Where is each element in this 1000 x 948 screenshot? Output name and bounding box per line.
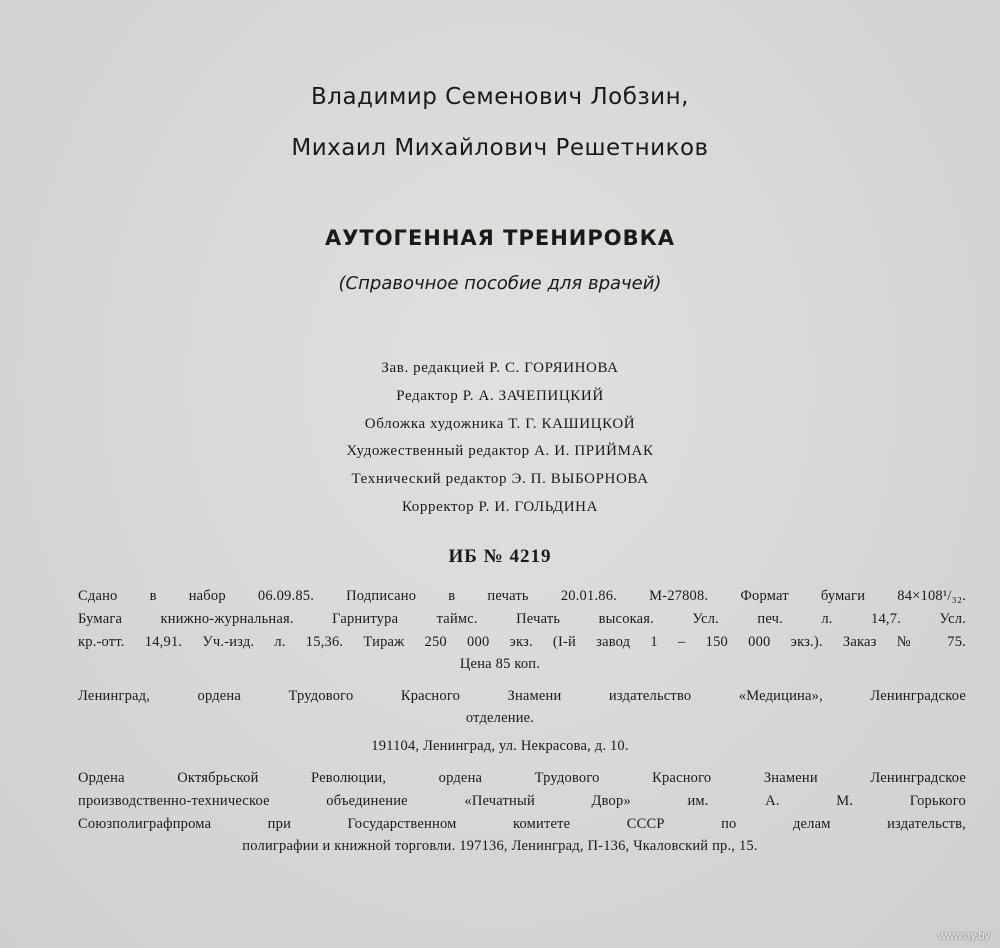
author-2: Михаил Михайлович Решетников [291, 135, 709, 161]
credit-line: Технический редактор Э. П. ВЫБОРНОВА [351, 471, 649, 487]
book-title: АУТОГЕННАЯ ТРЕНИРОВКА [324, 226, 676, 250]
printer-line: производственно-техническое объединение «Печатный Двор» им. А. М. Горького [78, 793, 966, 809]
publisher-line: отделение. [465, 710, 535, 726]
credit-line: Зав. редакцией Р. С. ГОРЯИНОВА [381, 360, 619, 376]
publisher-address: 191104, Ленинград, ул. Некрасова, д. 10. [371, 738, 629, 754]
credit-line: Обложка художника Т. Г. КАШИЦКОЙ [364, 416, 636, 432]
printer-line: Союзполиграфпрома при Государственном комитете СССР по делам издательств, [78, 816, 966, 832]
ib-number: ИБ № 4219 [448, 546, 552, 567]
credit-line: Корректор Р. И. ГОЛЬДИНА [401, 499, 599, 515]
imprint-line: кр.-отт. 14,91. Уч.-изд. л. 15,36. Тираж 250 000 экз. (I-й завод 1 – 150 000 экз.). Заказ № 75. [78, 634, 966, 650]
author-1: Владимир Семенович Лобзин, [311, 84, 689, 110]
imprint-line: Бумага книжно-журнальная. Гарнитура таймс. Печать высокая. Усл. печ. л. 14,7. Усл. [78, 611, 966, 627]
publisher-line: Ленинград, ордена Трудового Красного Знамени издательство «Медицина», Ленинградское [78, 688, 966, 704]
credit-line: Редактор Р. А. ЗАЧЕПИЦКИЙ [396, 388, 604, 404]
imprint-line: Сдано в набор 06.09.85. Подписано в печать 20.01.86. М-27808. Формат бумаги 84×108¹/₃₂. [78, 588, 966, 604]
price: Цена 85 коп. [459, 656, 541, 672]
book-subtitle: (Справочное пособие для врачей) [338, 273, 662, 294]
printer-line: полиграфии и книжной торговли. 197136, Ленинград, П-136, Чкаловский пр., 15. [242, 838, 758, 854]
watermark: www.ay.by [938, 930, 990, 942]
printer-line: Ордена Октябрьской Революции, ордена Трудового Красного Знамени Ленинградское [78, 770, 966, 786]
credit-line: Художественный редактор А. И. ПРИЙМАК [346, 443, 654, 459]
